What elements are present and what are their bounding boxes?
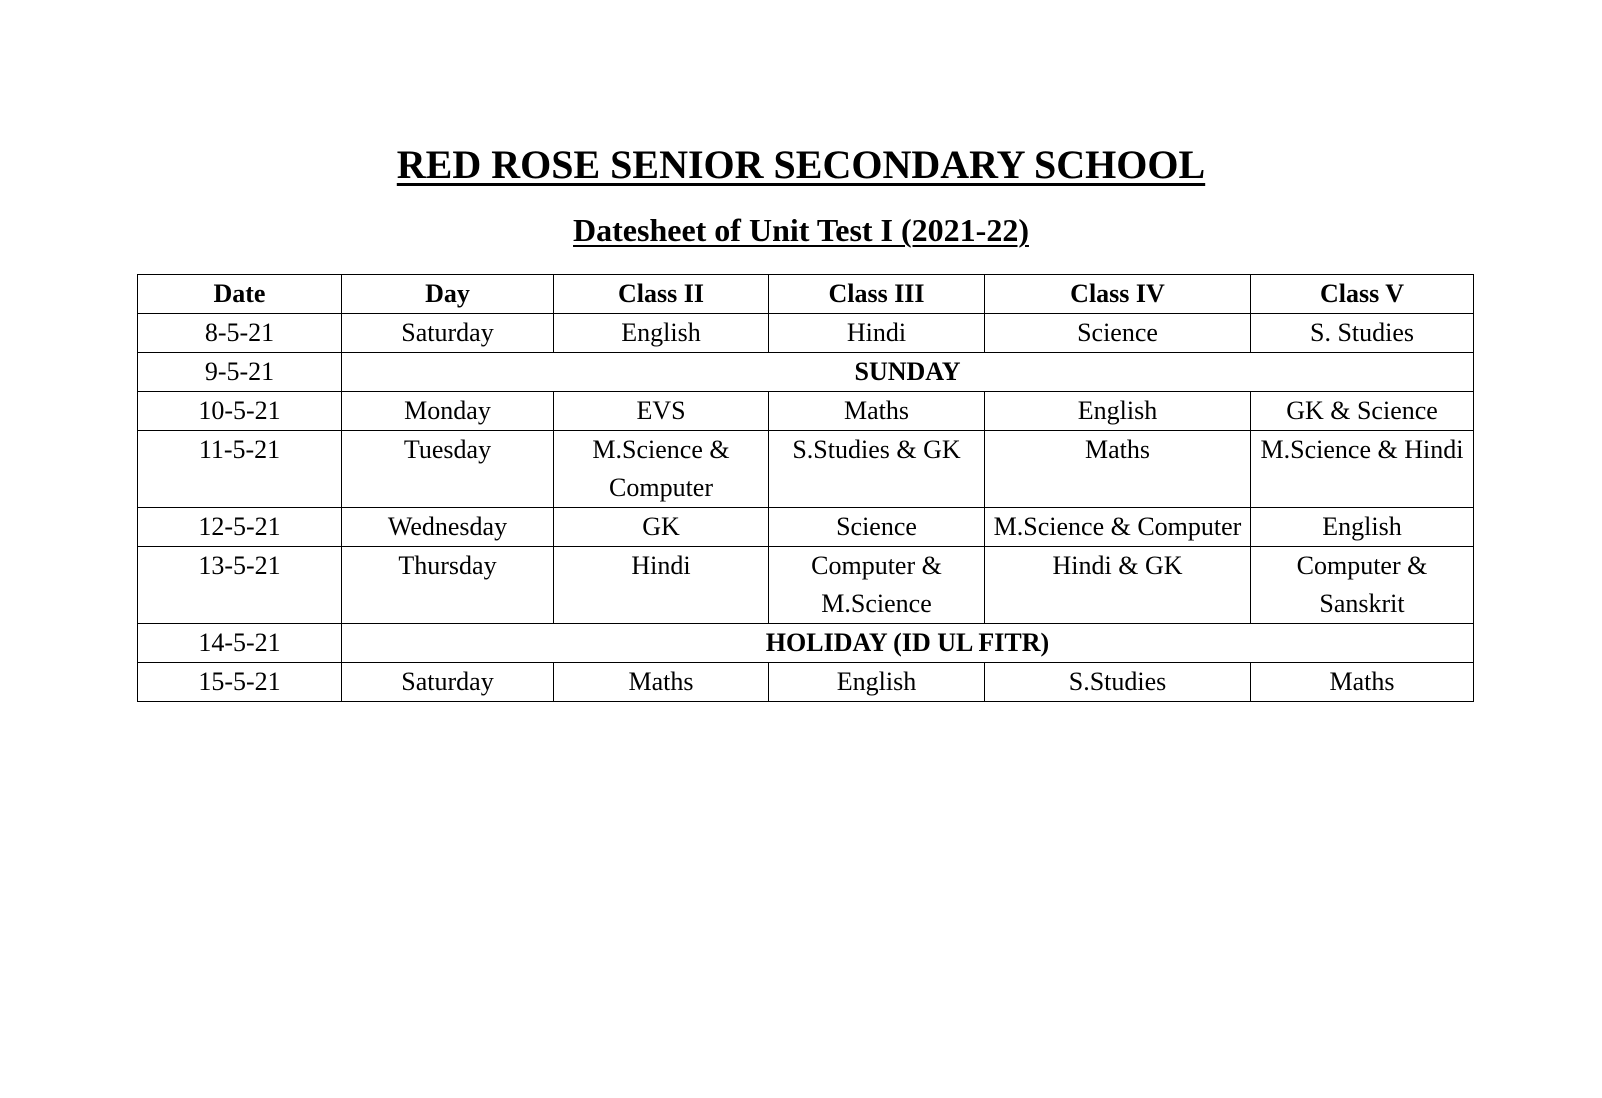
table-row xyxy=(138,314,1474,353)
day-cell: Wednesday xyxy=(342,508,554,547)
table-row xyxy=(138,547,1474,624)
class-iv-subject: S.Studies xyxy=(985,663,1251,702)
class-ii-subject: EVS xyxy=(554,392,769,431)
day-cell: Saturday xyxy=(342,314,554,353)
class-iii-subject: Computer & M.Science xyxy=(769,547,985,624)
table-row xyxy=(138,431,1474,508)
table-header-row xyxy=(138,275,1474,314)
class-iv-subject: M.Science & Computer xyxy=(985,508,1251,547)
date-cell: 8-5-21 xyxy=(138,314,342,353)
datesheet-subtitle: Datesheet of Unit Test I (2021-22) xyxy=(573,212,1029,248)
table-row xyxy=(138,392,1474,431)
header-class-v: Class V xyxy=(1251,275,1474,314)
class-iii-subject: Maths xyxy=(769,392,985,431)
class-ii-subject: Hindi xyxy=(554,547,769,624)
header-class-iv: Class IV xyxy=(985,275,1251,314)
datesheet-table xyxy=(137,274,1474,702)
class-iii-subject: English xyxy=(769,663,985,702)
class-ii-subject: English xyxy=(554,314,769,353)
class-iv-subject: Hindi & GK xyxy=(985,547,1251,624)
class-v-subject: English xyxy=(1251,508,1474,547)
table-row xyxy=(138,663,1474,702)
header-class-ii: Class II xyxy=(554,275,769,314)
sunday-merged-cell: SUNDAY xyxy=(342,353,1474,392)
date-cell: 14-5-21 xyxy=(138,624,342,663)
class-iv-subject: English xyxy=(985,392,1251,431)
class-v-subject: GK & Science xyxy=(1251,392,1474,431)
date-cell: 15-5-21 xyxy=(138,663,342,702)
table-row xyxy=(138,353,1474,392)
class-iii-subject: Hindi xyxy=(769,314,985,353)
day-cell: Monday xyxy=(342,392,554,431)
class-v-subject: Computer & Sanskrit xyxy=(1251,547,1474,624)
date-cell: 12-5-21 xyxy=(138,508,342,547)
day-cell: Thursday xyxy=(342,547,554,624)
class-ii-subject: GK xyxy=(554,508,769,547)
day-cell: Tuesday xyxy=(342,431,554,508)
school-title: RED ROSE SENIOR SECONDARY SCHOOL xyxy=(396,142,1206,187)
class-iv-subject: Maths xyxy=(985,431,1251,508)
class-iii-subject: S.Studies & GK xyxy=(769,431,985,508)
class-v-subject: M.Science & Hindi xyxy=(1251,431,1474,508)
class-iii-subject: Science xyxy=(769,508,985,547)
class-v-subject: S. Studies xyxy=(1251,314,1474,353)
header-day: Day xyxy=(342,275,554,314)
date-cell: 13-5-21 xyxy=(138,547,342,624)
class-ii-subject: Maths xyxy=(554,663,769,702)
class-ii-subject: M.Science & Computer xyxy=(554,431,769,508)
header-date: Date xyxy=(138,275,342,314)
date-cell: 10-5-21 xyxy=(138,392,342,431)
holiday-merged-cell: HOLIDAY (ID UL FITR) xyxy=(342,624,1474,663)
day-cell: Saturday xyxy=(342,663,554,702)
date-cell: 11-5-21 xyxy=(138,431,342,508)
date-cell: 9-5-21 xyxy=(138,353,342,392)
class-iv-subject: Science xyxy=(985,314,1251,353)
table-row xyxy=(138,508,1474,547)
header-class-iii: Class III xyxy=(769,275,985,314)
class-v-subject: Maths xyxy=(1251,663,1474,702)
table-row xyxy=(138,624,1474,663)
